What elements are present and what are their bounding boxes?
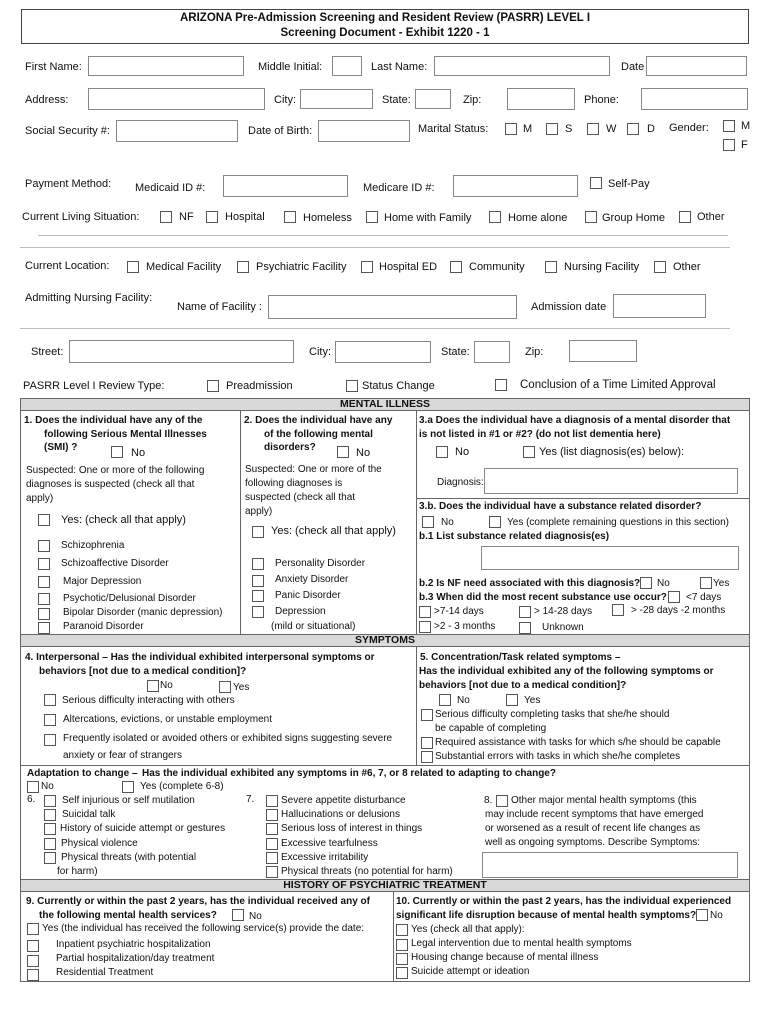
q6-item-label: Physical threats (with potential (61, 852, 197, 863)
q10-text: 10. Currently or within the past 2 years, has the individual experienced (396, 896, 732, 907)
address-field[interactable] (88, 88, 265, 110)
first-name-label: First Name: (25, 61, 82, 73)
q7-item-label: Serious loss of interest in things (281, 823, 423, 834)
facility-zip-field[interactable] (569, 340, 637, 362)
q1-item-label: Paranoid Disorder (63, 621, 144, 632)
q7-item-checkbox[interactable] (266, 809, 278, 821)
q7-item-checkbox[interactable] (266, 795, 278, 807)
q2-no-checkbox[interactable] (337, 446, 349, 458)
adaptation-yes-checkbox[interactable] (122, 781, 134, 793)
q10-no-label: No (710, 910, 723, 921)
divider (38, 235, 728, 236)
q4-item-checkbox[interactable] (44, 694, 56, 706)
diagnosis-field[interactable] (484, 468, 738, 494)
living-home-family-checkbox[interactable] (366, 211, 378, 223)
admitting-facility-label: Admitting Nursing Facility: (25, 292, 153, 304)
q4-item-label: Altercations, evictions, or unstable employment (63, 714, 272, 725)
q2-item-label: Depression (275, 606, 326, 617)
living-other-checkbox[interactable] (679, 211, 691, 223)
living-home-alone-label: Home alone (508, 212, 568, 224)
q5-item-label: Serious difficulty completing tasks that she/he should (435, 709, 670, 720)
q4-item-checkbox[interactable] (44, 734, 56, 746)
q1-suspected: Suspected: One or more of the following (26, 465, 205, 476)
2-3m-label: >2 - 3 months (434, 621, 496, 632)
marital-w-label: W (606, 123, 617, 135)
divider (20, 247, 730, 248)
b2-no-checkbox[interactable] (640, 577, 652, 589)
q2-item-label: Panic Disorder (275, 590, 341, 601)
facility-state-field[interactable] (474, 341, 510, 363)
q1-no-label: No (131, 447, 146, 459)
q5-text: Has the individual exhibited any of the following symptoms or (419, 666, 714, 677)
q10-item-checkbox[interactable] (396, 953, 408, 965)
living-nf-label: NF (179, 211, 194, 223)
q6-item-label: Suicidal talk (62, 809, 116, 820)
q6-item-checkbox[interactable] (44, 809, 56, 821)
first-name-field[interactable] (88, 56, 244, 76)
living-situation-label: Current Living Situation: (22, 211, 140, 223)
q1-suspected: apply) (26, 493, 54, 504)
q4-text: 4. Interpersonal – Has the individual exhibited interpersonal symptoms or (25, 652, 375, 663)
q6-item-label: History of suicide attempt or gestures (60, 823, 226, 834)
phone-field[interactable] (641, 88, 748, 110)
q1-text: following Serious Mental Illnesses (44, 429, 207, 440)
q3b-no-checkbox[interactable] (422, 516, 434, 528)
marital-d-checkbox[interactable] (627, 123, 639, 135)
frame-line (416, 647, 417, 765)
middle-initial-field[interactable] (332, 56, 362, 76)
q6-item-checkbox[interactable] (44, 838, 56, 850)
q1-item-label: Schizophrenia (61, 540, 125, 551)
medicaid-id-field[interactable] (223, 175, 348, 197)
q3a-text: 3.a Does the individual have a diagnosis of a mental disorder that (419, 415, 731, 426)
self-pay-label: Self-Pay (608, 178, 650, 190)
preadmission-label: Preadmission (226, 380, 293, 392)
facility-name-field[interactable] (268, 295, 517, 319)
q9-item-label: Inpatient psychiatric hospitalization (56, 939, 211, 950)
section-header-mental-illness: MENTAL ILLNESS (20, 398, 750, 411)
frame-line (20, 981, 750, 982)
facility-city-label: City: (309, 346, 331, 358)
adaptation-yes-label: Yes (complete 6-8) (140, 781, 224, 792)
location-psychiatric-checkbox[interactable] (237, 261, 249, 273)
location-medical-label: Medical Facility (146, 261, 222, 273)
q2-item-checkbox[interactable] (252, 575, 264, 587)
payment-method-label: Payment Method: (25, 178, 112, 190)
q1-text: 1. Does the individual have any of the (24, 415, 203, 426)
q7-item-label: Physical threats (no potential for harm) (281, 866, 453, 877)
q8-number: 8. (484, 795, 493, 806)
q3a-no-label: No (455, 446, 470, 458)
q10-yes-checkbox[interactable] (396, 924, 408, 936)
q8-text: Other major mental health symptoms (this (511, 795, 697, 806)
gender-m-checkbox[interactable] (723, 120, 735, 132)
q8-text: well as ongoing symptoms. Describe Symptoms: (485, 837, 701, 848)
state-field[interactable] (415, 89, 451, 109)
street-label: Street: (31, 346, 64, 358)
q4-text: behaviors [not due to a medical condition]? (39, 666, 247, 677)
q2-item-checkbox[interactable] (252, 558, 264, 570)
q3a-no-checkbox[interactable] (436, 446, 448, 458)
q2-suspected: following diagnoses is (245, 478, 343, 489)
location-nursing-label: Nursing Facility (564, 261, 640, 273)
frame-line (749, 411, 750, 981)
q1-item-label: Major Depression (63, 576, 142, 587)
q4-item-label: anxiety or fear of strangers (63, 750, 182, 761)
q8-text: may include recent symptoms that have emerged (485, 809, 704, 820)
city-label: City: (274, 94, 296, 106)
q7-item-checkbox[interactable] (266, 823, 278, 835)
q4-yes-label: Yes (233, 682, 250, 693)
gender-m-label: M (741, 120, 751, 132)
q1-item-checkbox[interactable] (38, 540, 50, 552)
q4-item-label: Serious difficulty interacting with others (62, 695, 235, 706)
q10-item-label: Housing change because of mental illness (411, 952, 599, 963)
adaptation-question: Has the individual exhibited any symptoms in #6, 7, or 8 related to adapting to change? (142, 768, 556, 779)
living-other-label: Other (697, 211, 725, 223)
status-change-label: Status Change (362, 380, 435, 392)
adaptation-no-label: No (41, 781, 54, 792)
q2-item-checkbox[interactable] (252, 606, 264, 618)
facility-name-label: Name of Facility : (177, 301, 262, 313)
location-other-checkbox[interactable] (654, 261, 666, 273)
adaptation-no-checkbox[interactable] (27, 781, 39, 793)
q2-no-label: No (356, 447, 371, 459)
q1-item-label: Psychotic/Delusional Disorder (63, 593, 196, 604)
gender-f-checkbox[interactable] (723, 139, 735, 151)
q6-item-label: Self injurious or self mutilation (62, 795, 195, 806)
q2-suspected: Suspected: One or more of the (245, 464, 382, 475)
q3a-yes-label: Yes (list diagnosis(es) below): (539, 446, 685, 458)
marital-status-label: Marital Status: (418, 123, 489, 135)
q7-item-label: Severe appetite disturbance (281, 795, 406, 806)
q3a-yes-checkbox[interactable] (523, 446, 535, 458)
living-group-home-label: Group Home (602, 212, 665, 224)
q10-item-label: Legal intervention due to mental health symptoms (411, 938, 632, 949)
q3b-text: 3.b. Does the individual have a substance related disorder? (419, 501, 702, 512)
section-header-symptoms: SYMPTOMS (20, 634, 750, 647)
lt7-label: <7 days (686, 592, 722, 603)
adaptation-label: Adaptation to change – (27, 768, 138, 779)
location-nursing-checkbox[interactable] (545, 261, 557, 273)
review-type-label: PASRR Level I Review Type: (23, 380, 165, 392)
status-change-checkbox[interactable] (346, 380, 358, 392)
q9-no-checkbox[interactable] (232, 909, 244, 921)
street-field[interactable] (69, 340, 294, 363)
location-community-label: Community (469, 261, 525, 273)
q8-text: or worsened as a result of recent life changes as (485, 823, 701, 834)
q9-text: the following mental health services? (39, 910, 217, 921)
living-home-alone-checkbox[interactable] (489, 211, 501, 223)
marital-d-label: D (647, 123, 655, 135)
dob-field[interactable] (318, 120, 410, 142)
gender-label: Gender: (669, 122, 709, 134)
frame-line (20, 765, 749, 766)
q9-text: 9. Currently or within the past 2 years, has the individual received any of (26, 896, 370, 907)
date-field[interactable] (646, 56, 747, 76)
medicaid-id-label: Medicaid ID #: (135, 182, 206, 194)
q4-yes-checkbox[interactable] (219, 681, 231, 693)
28-2m-label: > -28 days -2 months (631, 605, 726, 616)
q2-yes-checkbox[interactable] (252, 526, 264, 538)
living-home-family-label: Home with Family (384, 212, 472, 224)
address-label: Address: (25, 94, 69, 106)
facility-zip-label: Zip: (525, 346, 544, 358)
q1-yes-label: Yes: (check all that apply) (61, 514, 186, 526)
q9-item-label: Residential Treatment (56, 967, 154, 978)
q5-item-label: be capable of completing (435, 723, 547, 734)
q4-item-label: Frequently isolated or avoided others or exhibited signs suggesting severe (63, 733, 393, 744)
marital-s-checkbox[interactable] (546, 123, 558, 135)
q8-checkbox[interactable] (496, 795, 508, 807)
q10-no-checkbox[interactable] (696, 909, 708, 921)
q7-item-checkbox[interactable] (266, 852, 278, 864)
frame-line (240, 411, 241, 634)
q1-item-checkbox[interactable] (38, 576, 50, 588)
conclusion-checkbox[interactable] (495, 379, 507, 391)
location-other-label: Other (673, 261, 701, 273)
dob-label: Date of Birth: (248, 125, 313, 137)
form-title: ARIZONA Pre-Admission Screening and Resident Review (PASRR) LEVEL I (179, 12, 591, 24)
q9-yes-label: Yes (the individual has received the following service(s) provide the date: (42, 923, 365, 934)
admission-date-label: Admission date (531, 301, 607, 313)
q9-yes-checkbox[interactable] (27, 923, 39, 935)
living-hospital-label: Hospital (225, 211, 265, 223)
living-homeless-label: Homeless (303, 212, 352, 224)
frame-line (416, 498, 749, 499)
q1-item-checkbox[interactable] (38, 622, 50, 634)
q7-item-checkbox[interactable] (266, 838, 278, 850)
q9-item-checkbox[interactable] (27, 969, 39, 981)
q10-item-checkbox[interactable] (396, 967, 408, 979)
7-14-checkbox[interactable] (419, 606, 431, 618)
phone-label: Phone: (584, 94, 619, 106)
b2-no-label: No (657, 578, 670, 589)
q2-text: of the following mental (264, 429, 373, 440)
q7-item-label: Excessive irritability (281, 852, 369, 863)
q5-no-label: No (457, 695, 470, 706)
divider (20, 328, 730, 329)
unknown-checkbox[interactable] (519, 622, 531, 634)
q5-item-checkbox[interactable] (421, 751, 433, 763)
q5-yes-checkbox[interactable] (506, 694, 518, 706)
facility-state-label: State: (441, 346, 470, 358)
diagnosis-label: Diagnosis: (437, 477, 484, 488)
b2-yes-checkbox[interactable] (700, 577, 712, 589)
q6-item-checkbox[interactable] (44, 852, 56, 864)
28-2m-checkbox[interactable] (612, 604, 624, 616)
b1-text: b.1 List substance related diagnosis(es) (419, 531, 610, 542)
14-28-checkbox[interactable] (519, 606, 531, 618)
q5-item-checkbox[interactable] (421, 737, 433, 749)
living-homeless-checkbox[interactable] (284, 211, 296, 223)
middle-initial-label: Middle Initial: (258, 61, 323, 73)
q9-item-checkbox[interactable] (27, 940, 39, 952)
q2-item-label: Personality Disorder (275, 558, 366, 569)
marital-s-label: S (565, 123, 573, 135)
q6-item-checkbox[interactable] (44, 823, 56, 835)
q1-yes-checkbox[interactable] (38, 514, 50, 526)
location-psychiatric-label: Psychiatric Facility (256, 261, 347, 273)
q3b-yes-label: Yes (complete remaining questions in this section) (507, 517, 729, 528)
q4-no-checkbox[interactable] (147, 680, 159, 692)
q2-suspected: suspected (check all that (245, 492, 356, 503)
b2-yes-label: Yes (713, 578, 730, 589)
q6-item-checkbox[interactable] (44, 795, 56, 807)
q1-no-checkbox[interactable] (111, 446, 123, 458)
q3b-yes-checkbox[interactable] (489, 516, 501, 528)
q7-number: 7. (246, 794, 255, 805)
preadmission-checkbox[interactable] (207, 380, 219, 392)
living-group-home-checkbox[interactable] (585, 211, 597, 223)
marital-m-label: M (523, 123, 533, 135)
q3b-no-label: No (441, 517, 454, 528)
q2-item-checkbox[interactable] (252, 590, 264, 602)
q1-item-checkbox[interactable] (38, 593, 50, 605)
q5-item-label: Required assistance with tasks for which s/he should be capable (435, 737, 721, 748)
q6-item-label: Physical violence (61, 838, 138, 849)
q10-item-checkbox[interactable] (396, 939, 408, 951)
location-hospital-ed-label: Hospital ED (379, 261, 438, 273)
symptoms-description-field[interactable] (482, 852, 738, 878)
self-pay-checkbox[interactable] (590, 177, 602, 189)
b2-text: b.2 Is NF need associated with this diagnosis? (419, 578, 641, 589)
last-name-field[interactable] (434, 56, 610, 76)
form-subtitle: Screening Document - Exhibit 1220 - 1 (280, 27, 490, 39)
zip-label: Zip: (463, 94, 482, 106)
q2-suspected: apply) (245, 506, 273, 517)
q1-item-label: Schizoaffective Disorder (61, 558, 169, 569)
ssn-field[interactable] (116, 120, 238, 142)
q6-number: 6. (27, 794, 36, 805)
q10-yes-label: Yes (check all that apply): (411, 924, 525, 935)
conclusion-label: Conclusion of a Time Limited Approval (520, 379, 716, 391)
admission-date-field[interactable] (613, 294, 706, 318)
q5-yes-label: Yes (524, 695, 541, 706)
q9-item-checkbox[interactable] (27, 955, 39, 967)
q2-yes-label: Yes: (check all that apply) (271, 525, 396, 537)
q5-text: 5. Concentration/Task related symptoms – (420, 652, 621, 663)
q7-item-label: Excessive tearfulness (281, 838, 378, 849)
q5-no-checkbox[interactable] (439, 694, 451, 706)
14-28-label: > 14-28 days (534, 606, 593, 617)
facility-city-field[interactable] (335, 341, 431, 363)
q1-item-label: Bipolar Disorder (manic depression) (63, 607, 223, 618)
section-header-history: HISTORY OF PSYCHIATRIC TREATMENT (20, 879, 750, 892)
lt7-checkbox[interactable] (668, 591, 680, 603)
date-label: Date (621, 61, 645, 73)
q2-text: disorders? (264, 442, 316, 453)
current-location-label: Current Location: (25, 260, 110, 272)
q4-no-label: No (160, 680, 173, 691)
q7-item-checkbox[interactable] (266, 866, 278, 878)
q6-item-cont: for harm) (57, 866, 98, 877)
2-3m-checkbox[interactable] (419, 621, 431, 633)
q10-item-label: Suicide attempt or ideation (411, 966, 530, 977)
frame-line (416, 411, 417, 634)
living-nf-checkbox[interactable] (160, 211, 172, 223)
q9-item-label: Partial hospitalization/day treatment (56, 953, 215, 964)
zip-field[interactable] (507, 88, 575, 110)
q2-note: (mild or situational) (271, 621, 356, 632)
frame-line (20, 411, 21, 981)
q2-text: 2. Does the individual have any (244, 415, 393, 426)
q1-item-checkbox[interactable] (38, 558, 50, 570)
q1-item-checkbox[interactable] (38, 608, 50, 620)
location-medical-checkbox[interactable] (127, 261, 139, 273)
7-14-label: >7-14 days (434, 606, 484, 617)
state-label: State: (382, 94, 411, 106)
city-field[interactable] (300, 89, 373, 109)
substance-diagnosis-field[interactable] (481, 546, 739, 570)
q2-item-label: Anxiety Disorder (275, 574, 349, 585)
q1-text: (SMI) ? (44, 442, 78, 453)
unknown-label: Unknown (542, 622, 584, 633)
q4-item-checkbox[interactable] (44, 714, 56, 726)
last-name-label: Last Name: (371, 61, 428, 73)
medicare-id-label: Medicare ID #: (363, 182, 435, 194)
q5-item-checkbox[interactable] (421, 709, 433, 721)
frame-line (393, 892, 394, 981)
q5-item-label: Substantial errors with tasks in which she/he completes (435, 751, 681, 762)
q3a-text: is not listed in #1 or #2? (do not list dementia here) (419, 429, 661, 440)
b3-text: b.3 When did the most recent substance use occur? (419, 592, 667, 603)
location-hospital-ed-checkbox[interactable] (361, 261, 373, 273)
ssn-label: Social Security #: (25, 125, 110, 137)
location-community-checkbox[interactable] (450, 261, 462, 273)
q1-suspected: diagnoses is suspected (check all that (26, 479, 195, 490)
living-hospital-checkbox[interactable] (206, 211, 218, 223)
marital-m-checkbox[interactable] (505, 123, 517, 135)
q5-text: behaviors [not due to a medical condition]? (419, 680, 627, 691)
q10-text: significant life disruption because of mental health symptoms? (396, 910, 697, 921)
q9-no-label: No (249, 911, 262, 922)
q7-item-label: Hallucinations or delusions (281, 809, 400, 820)
marital-w-checkbox[interactable] (587, 123, 599, 135)
gender-f-label: F (741, 139, 748, 151)
medicare-id-field[interactable] (453, 175, 578, 197)
